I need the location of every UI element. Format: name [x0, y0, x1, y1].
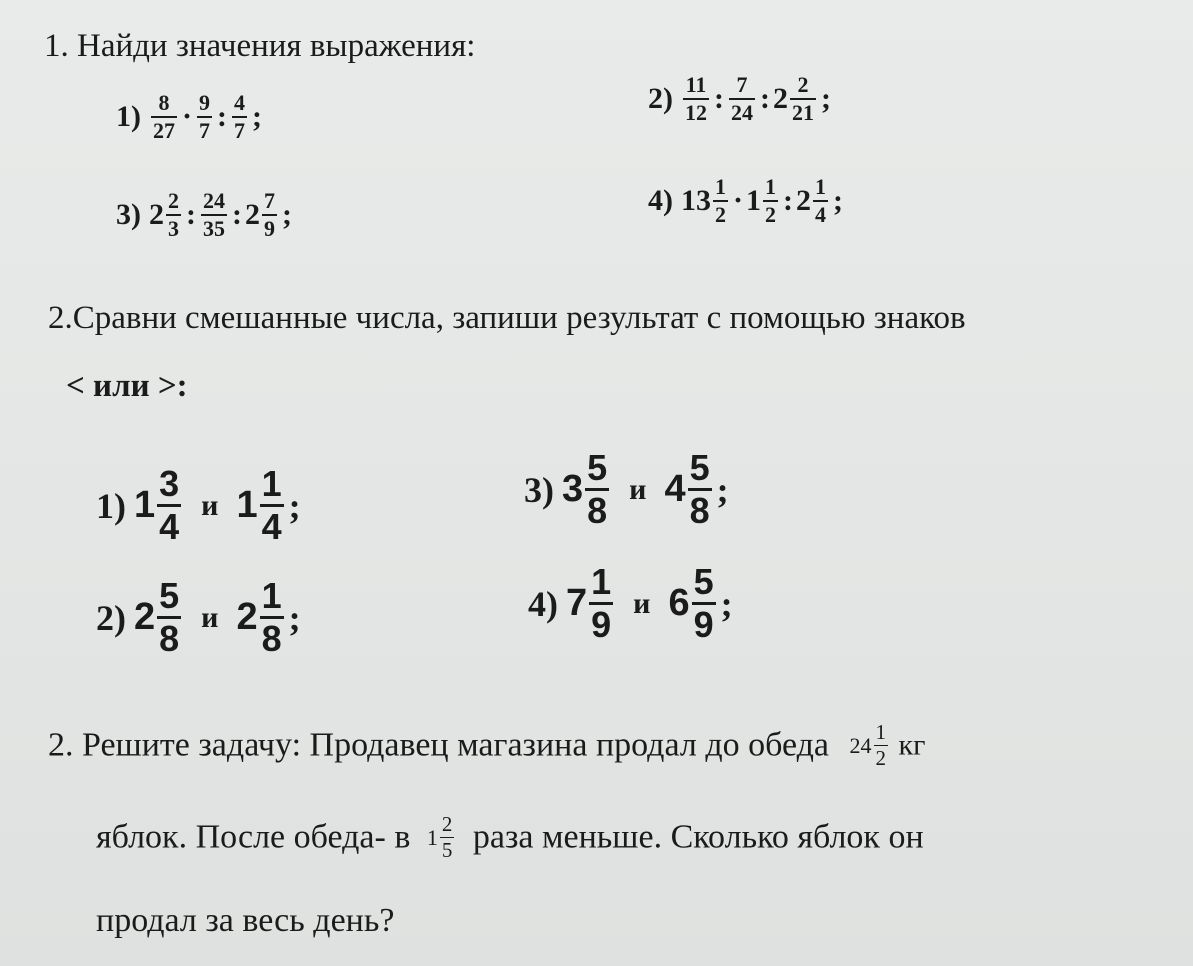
task3-mixed-2 — [427, 814, 457, 861]
term-fraction — [713, 176, 728, 226]
semicolon: ; — [288, 485, 301, 526]
whole-part: 2 — [134, 596, 156, 638]
task1-heading: 1. Найди значения выражения: — [44, 28, 476, 64]
operator: ; — [821, 82, 831, 115]
term-numerator: 1 — [715, 174, 726, 199]
operator: : — [760, 82, 770, 115]
mixed-number-a — [562, 447, 611, 531]
term-numerator: 4 — [234, 90, 246, 115]
term-fraction — [589, 561, 613, 645]
item-label: 4) — [648, 184, 673, 217]
term-fraction — [260, 463, 284, 547]
operator: : — [714, 82, 724, 115]
task3-mixed-1-num: 1 — [875, 720, 887, 744]
task3-line-3: продал за весь день? — [96, 902, 395, 939]
term-numerator: 7 — [736, 72, 748, 97]
whole-part: 2 — [796, 184, 812, 217]
operator: : — [232, 198, 242, 231]
term-fraction — [688, 447, 712, 531]
term-numerator: 1 — [765, 174, 777, 199]
term-numerator: 2 — [797, 72, 809, 97]
term-fraction — [729, 74, 755, 124]
term-fraction — [151, 92, 177, 142]
operator: ; — [282, 198, 292, 231]
item-label: 3) — [524, 469, 554, 510]
term-numerator: 1 — [261, 575, 282, 616]
mixed-number-a — [134, 463, 183, 547]
term-denominator: 2 — [715, 202, 726, 227]
term-numerator: 5 — [159, 575, 180, 616]
term-denominator: 35 — [203, 216, 225, 241]
term-numerator: 9 — [199, 90, 211, 115]
whole-part: 6 — [668, 582, 690, 624]
task2-item-3 — [524, 447, 732, 531]
whole-part: 1 — [134, 484, 156, 526]
task1-item-1 — [116, 92, 265, 142]
term-numerator: 1 — [261, 463, 282, 504]
mixed-number — [149, 190, 183, 240]
term-denominator: 7 — [234, 118, 246, 143]
operator: ; — [252, 100, 263, 133]
task3-mixed-1 — [850, 722, 891, 769]
term-fraction — [813, 176, 828, 226]
term-fraction — [683, 74, 709, 124]
task3-mixed-1-whole: 24 — [849, 732, 872, 758]
task3-unit: кг — [898, 728, 926, 762]
term-denominator: 24 — [731, 100, 753, 125]
term-fraction — [790, 74, 816, 124]
task1-item-4 — [648, 176, 846, 226]
conjunction: и — [201, 488, 219, 522]
term-denominator: 2 — [765, 202, 777, 227]
term-numerator: 5 — [693, 561, 714, 602]
term-denominator: 4 — [261, 506, 282, 547]
task3-text-2a: яблок. После обеда- в — [96, 818, 411, 856]
conjunction: и — [629, 472, 647, 506]
term-numerator: 5 — [689, 447, 710, 488]
term-denominator: 8 — [689, 490, 710, 531]
item-label: 1) — [96, 485, 126, 526]
task2-heading: 2.Сравни смешанные числа, запиши результат с помощью знаков — [48, 300, 966, 336]
term-fraction — [157, 575, 181, 659]
task3-mixed-1-frac — [874, 722, 889, 769]
task2-item-4 — [528, 561, 736, 645]
term-numerator: 3 — [159, 463, 180, 504]
task3-text-1: 2. Решите задачу: Продавец магазина продал до обеда — [48, 726, 830, 764]
mixed-number-a — [566, 561, 615, 645]
term-numerator: 7 — [264, 188, 275, 213]
task1-item-3 — [116, 190, 295, 240]
item-label: 4) — [528, 583, 558, 624]
semicolon: ; — [716, 469, 729, 510]
item-label: 2) — [96, 597, 126, 638]
term-numerator: 2 — [168, 188, 179, 213]
operator: : — [783, 184, 794, 217]
term-denominator: 4 — [815, 202, 827, 227]
term-fraction — [197, 92, 212, 142]
whole-part: 4 — [664, 468, 686, 510]
mixed-number — [681, 176, 730, 226]
task2-item-1 — [96, 463, 304, 547]
term-fraction — [166, 190, 181, 240]
operator: : — [217, 100, 228, 133]
term-fraction — [692, 561, 716, 645]
mixed-number-b — [236, 575, 285, 659]
item-label: 2) — [648, 82, 673, 115]
semicolon: ; — [288, 597, 301, 638]
task1-item-2 — [648, 74, 834, 124]
term-denominator: 21 — [792, 100, 814, 125]
term-fraction — [157, 463, 181, 547]
mixed-number — [796, 176, 830, 226]
operator: ; — [833, 184, 844, 217]
term-fraction — [260, 575, 284, 659]
item-label: 3) — [116, 198, 141, 231]
term-numerator: 8 — [158, 90, 170, 115]
whole-part: 2 — [149, 198, 164, 231]
mixed-number-a — [134, 575, 183, 659]
term-denominator: 4 — [159, 506, 180, 547]
task3-text-2b: раза меньше. Сколько яблок он — [472, 818, 924, 856]
whole-part: 2 — [236, 596, 258, 638]
term-fraction — [585, 447, 609, 531]
whole-part: 1 — [746, 184, 762, 217]
term-denominator: 8 — [587, 490, 608, 531]
mixed-number-b — [664, 447, 713, 531]
task3-mixed-1-den: 2 — [875, 746, 887, 770]
conjunction: и — [201, 600, 219, 634]
task3-mixed-2-frac — [440, 814, 455, 861]
task3-mixed-2-den: 5 — [441, 838, 453, 862]
whole-part: 7 — [566, 582, 588, 624]
mixed-number — [245, 190, 279, 240]
term-numerator: 1 — [591, 561, 612, 602]
term-denominator: 12 — [685, 100, 707, 125]
term-numerator: 11 — [685, 72, 707, 97]
operator: · — [182, 100, 193, 133]
item-label: 1) — [116, 100, 141, 133]
term-denominator: 27 — [153, 118, 175, 143]
task2-item-2 — [96, 575, 304, 659]
mixed-number-b — [236, 463, 285, 547]
task3-mixed-2-whole: 1 — [426, 824, 438, 850]
task3-mixed-2-num: 2 — [441, 812, 453, 836]
term-fraction — [262, 190, 277, 240]
term-fraction — [201, 190, 227, 240]
term-numerator: 1 — [815, 174, 827, 199]
term-denominator: 7 — [199, 118, 211, 143]
whole-part: 2 — [773, 82, 788, 115]
term-denominator: 8 — [159, 618, 180, 659]
semicolon: ; — [720, 583, 733, 624]
task3-line-2 — [96, 814, 924, 861]
task3-line-1 — [48, 722, 925, 769]
term-denominator: 8 — [261, 618, 282, 659]
term-numerator: 5 — [587, 447, 608, 488]
operator: : — [186, 198, 196, 231]
term-denominator: 9 — [264, 216, 275, 241]
term-fraction — [763, 176, 778, 226]
mixed-number-b — [668, 561, 717, 645]
operator: · — [733, 184, 744, 217]
whole-part: 3 — [562, 468, 584, 510]
term-numerator: 24 — [203, 188, 225, 213]
term-fraction — [232, 92, 247, 142]
mixed-number — [746, 176, 780, 226]
task2-heading-signs: < или >: — [66, 368, 188, 404]
term-denominator: 9 — [693, 604, 714, 645]
whole-part: 1 — [236, 484, 258, 526]
term-denominator: 3 — [168, 216, 179, 241]
whole-part: 2 — [245, 198, 260, 231]
whole-part: 13 — [681, 184, 711, 217]
conjunction: и — [633, 586, 651, 620]
term-denominator: 9 — [591, 604, 612, 645]
mixed-number — [773, 74, 818, 124]
